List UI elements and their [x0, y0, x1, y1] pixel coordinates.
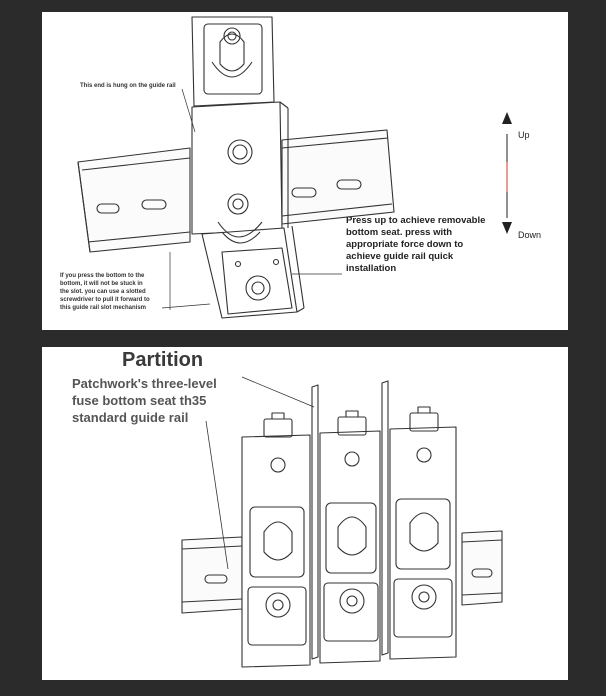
fuse-module [242, 413, 310, 667]
bottom-note-line: the slot. you can use a slotted [60, 289, 146, 295]
description-line: fuse bottom seat th35 [72, 393, 207, 408]
press-note-line: Press up to achieve removable [346, 215, 486, 226]
press-note-line: bottom seat. press with [346, 227, 453, 238]
fuse-module [320, 411, 380, 663]
bottom-diagram-panel [42, 347, 568, 680]
press-note-line: appropriate force down to [346, 239, 464, 250]
hung-end-note: This end is hung on the guide rail [80, 83, 176, 89]
press-up-callout [346, 215, 518, 275]
partition-title: Partition [122, 349, 204, 371]
bottom-note-line: this guide rail slot mechanism [60, 305, 147, 311]
press-note-line: achieve guide rail quick [346, 251, 454, 262]
top-diagram-panel [42, 12, 568, 330]
fuse-module [390, 407, 456, 659]
bottom-note-line: screwdriver to pull it forward to [60, 297, 150, 303]
up-label: Up [518, 130, 530, 140]
down-label: Down [518, 230, 542, 240]
description-line: Patchwork's three-level [72, 376, 217, 391]
bottom-note-line: If you press the bottom to the [60, 273, 145, 279]
press-note-line: installation [346, 263, 397, 274]
product-description [72, 375, 262, 426]
bottom-note-line: bottom, it will not be stuck in [60, 281, 143, 287]
bottom-press-note [60, 272, 200, 312]
description-line: standard guide rail [72, 410, 189, 425]
